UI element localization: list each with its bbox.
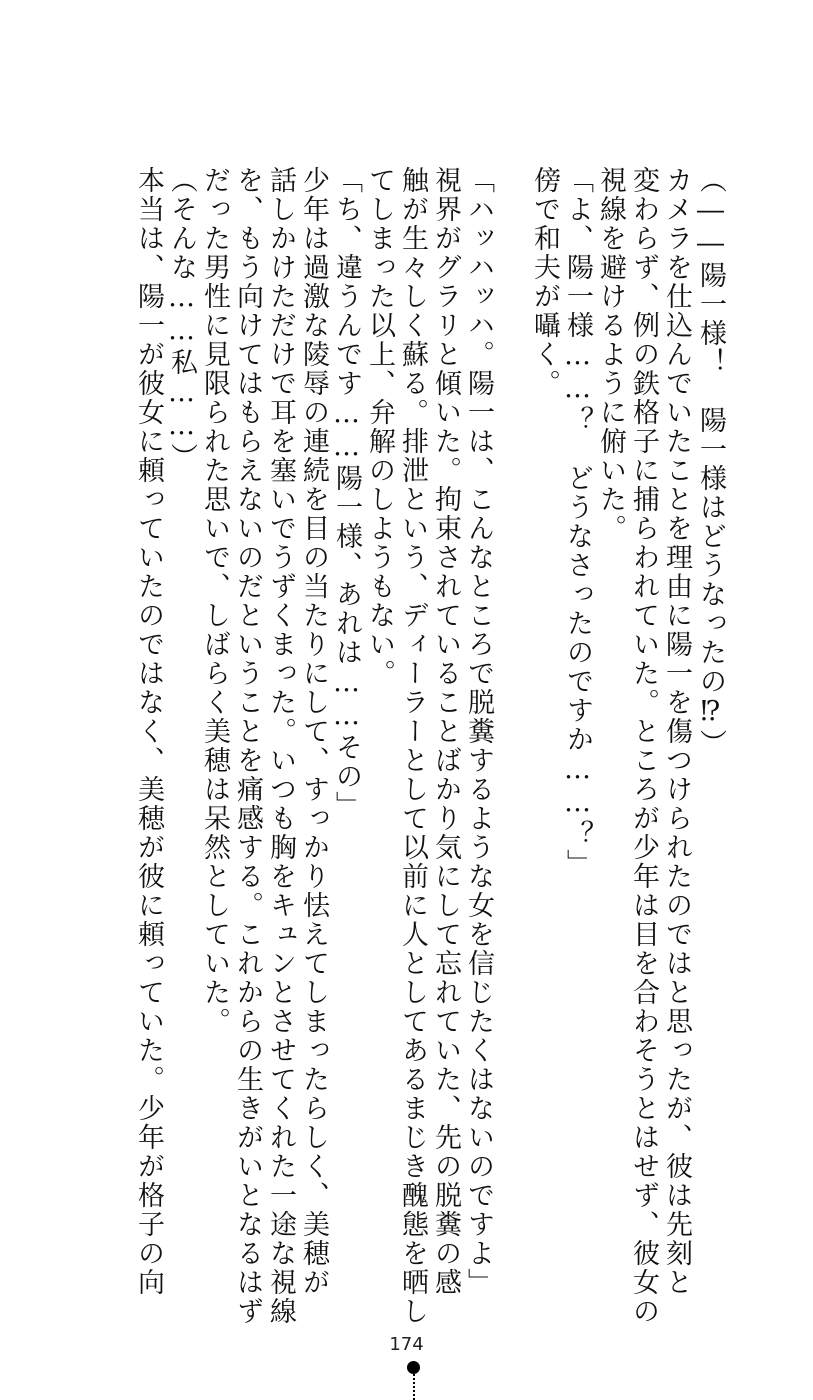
text-line: 視線を避けるように俯いた。: [595, 166, 626, 543]
heading-line: （――陽一様！ 陽一様はどうなったの⁉）: [695, 166, 726, 758]
bookmark-dot-icon: [407, 1361, 420, 1374]
page-number: 174: [389, 1334, 424, 1355]
text-line: 「ち、違うんです……陽一様、あれは……その」: [331, 166, 362, 820]
text-line: 視界がグラリと傾いた。拘束されていることばかり気にして忘れていた、先の脱糞の感: [430, 166, 461, 1297]
bookmark-line: [413, 1374, 415, 1400]
text-line: 話しかけただけで耳を塞いでうずくまった。いつも胸をキュンとさせてくれた一途な視線: [265, 166, 296, 1326]
text-line: 「ハッハッハ。陽一は、こんなところで脱糞するような女を信じたくはないのですよ」: [463, 166, 494, 1297]
text-line: てしまった以上、弁解のしようもない。: [364, 166, 395, 688]
text-line: 「よ、陽一様……？ どうなさったのですか……？」: [562, 166, 593, 878]
text-line: 変わらず、例の鉄格子に捕らわれていた。ところが少年は目を合わそうとはせず、彼女の: [628, 166, 659, 1326]
text-line: を、もう向けてはもらえないのだということを痛感する。これからの生きがいとなるはず: [232, 166, 263, 1326]
text-line: 本当は、陽一が彼女に頼っていたのではなく、美穂が彼に頼っていた。少年が格子の向: [133, 166, 164, 1297]
text-line: 少年は過激な陵辱の連続を目の当たりにして、すっかり怯えてしまったらしく、美穂が: [298, 166, 329, 1297]
text-line: カメラを仕込んでいたことを理由に陽一を傷つけられたのではと思ったが、彼は先刻と: [661, 166, 692, 1297]
text-line: （そんな……私……）: [166, 166, 197, 472]
text-line: 触が生々しく蘇る。排泄という、ディーラーとして以前に人としてあるまじき醜態を晒し: [397, 166, 428, 1326]
text-line: 傍で和夫が囁く。: [529, 166, 560, 398]
text-line: だった男性に見限られた思いで、しばらく美穂は呆然としていた。: [199, 166, 230, 1036]
